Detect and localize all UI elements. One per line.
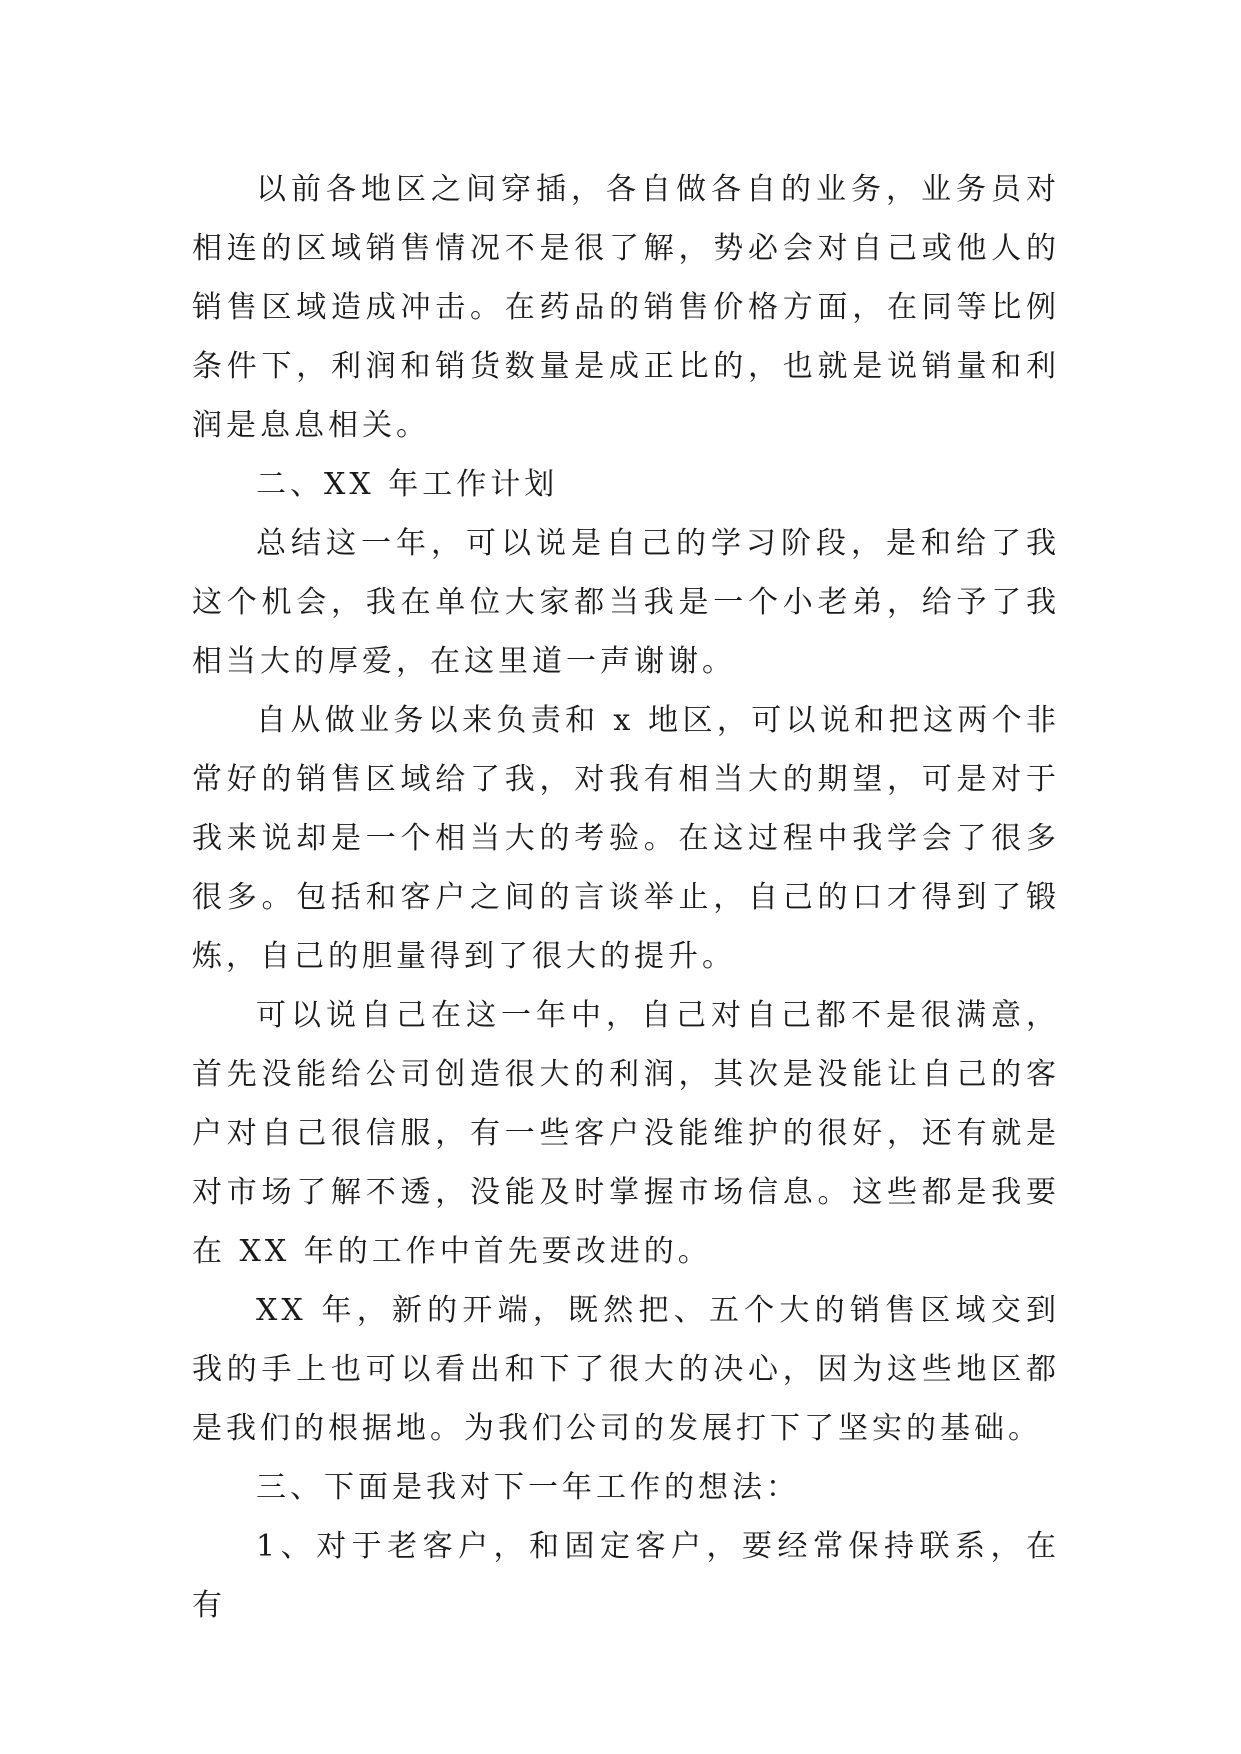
section-heading-next-year-ideas: 三、下面是我对下一年工作的想法： [256,1470,800,1505]
paragraph-sales-experience: 自从做业务以来负责和 x 地区，可以说和把这两个非常好的销售区域给了我，对我有相当大的期望，可是对于我来说却是一个相当大的考验。在这过程中我学会了很多很多。包括和客户之间的言谈举止，自己的口才得到了锻炼，自己的胆量得到了很大的提升。 [192,703,1060,974]
section-heading-work-plan: 二、XX 年工作计划 [256,467,559,502]
paragraph-self-assessment: 可以说自己在这一年中，自己对自己都不是很满意，首先没能给公司创造很大的利润，其次是没能让自己的客户对自己很信服，有一些客户没能维护的很好，还有就是对市场了解不透，没能及时掌握市场信息。这些都是我要在 XX 年的工作中首先要改进的。 [192,998,1060,1269]
paragraph-old-customers: 1、对于老客户，和固定客户，要经常保持联系，在有 [192,1529,1060,1623]
document-body [192,160,1060,1635]
paragraph-regional-sales: 以前各地区之间穿插，各自做各自的业务，业务员对相连的区域销售情况不是很了解，势必会对自己或他人的销售区域造成冲击。在药品的销售价格方面，在同等比例条件下，利润和销货数量是成正比的，也就是说销量和利润是息息相关。 [192,172,1060,443]
paragraph-new-beginning: XX 年，新的开端，既然把、五个大的销售区域交到我的手上也可以看出和下了很大的决心，因为这些地区都是我们的根据地。为我们公司的发展打下了坚实的基础。 [192,1293,1060,1446]
paragraph-year-summary: 总结这一年，可以说是自己的学习阶段，是和给了我这个机会，我在单位大家都当我是一个小老弟，给予了我相当大的厚爱，在这里道一声谢谢。 [192,526,1060,679]
